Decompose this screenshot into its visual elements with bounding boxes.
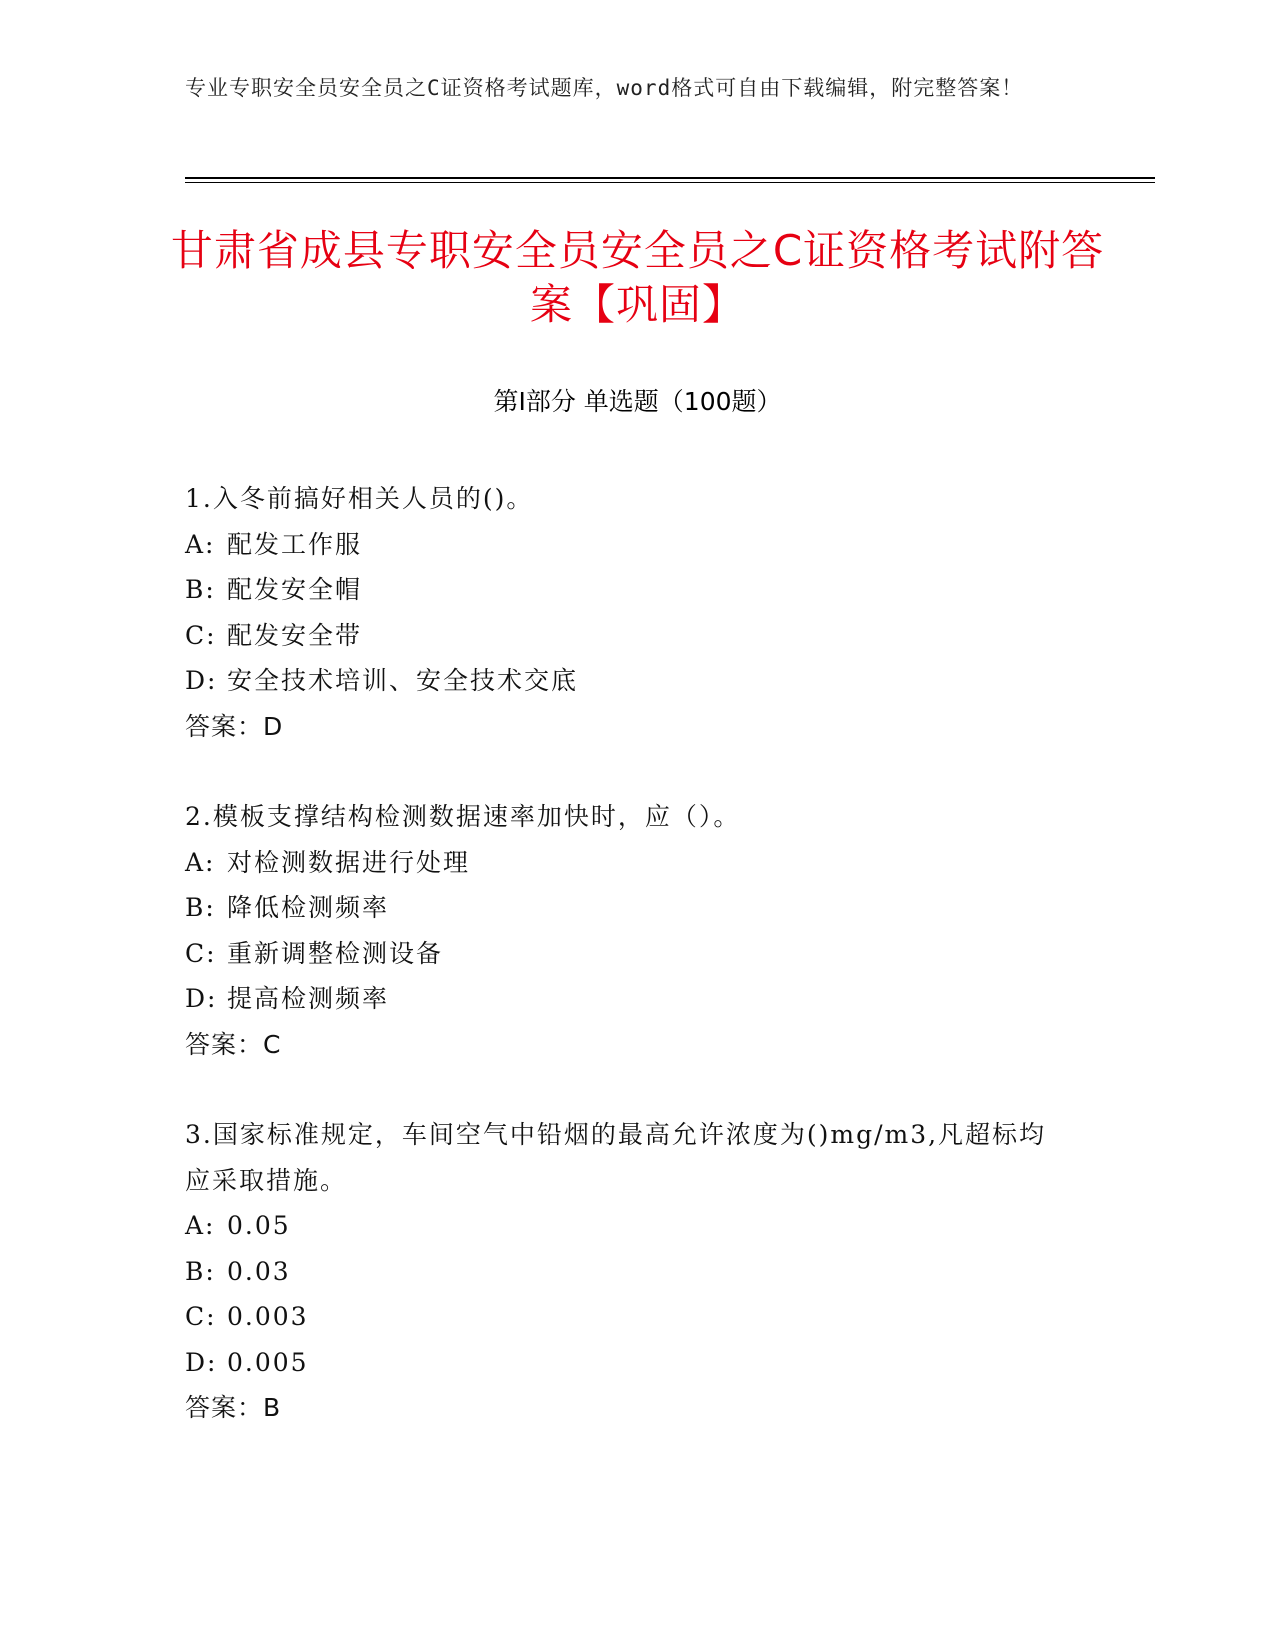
- section-heading: 第Ⅰ部分 单选题（100题）: [493, 387, 782, 416]
- option-letter: C:: [185, 1302, 217, 1331]
- answer-line: [185, 1385, 1065, 1431]
- option-text: 安全技术培训、安全技术交底: [227, 666, 579, 695]
- question-3: [185, 1112, 1065, 1431]
- question-stem: 2.模板支撑结构检测数据速率加快时，应（）。: [185, 802, 741, 831]
- option-text: 配发安全带: [227, 620, 363, 650]
- option-d: [185, 1340, 1065, 1386]
- option-letter: B:: [185, 893, 216, 922]
- option-a: [185, 522, 1065, 568]
- option-d: [185, 658, 1065, 704]
- question-2: [185, 794, 1065, 1067]
- option-letter: A:: [185, 1211, 216, 1240]
- option-text: 0.005: [227, 1347, 309, 1377]
- option-text: 降低检测频率: [227, 893, 390, 922]
- answer-label: 答案：: [185, 711, 264, 741]
- answer-label: 答案：: [185, 1029, 264, 1059]
- option-text: 提高检测频率: [227, 984, 390, 1013]
- option-c: [185, 1294, 1065, 1340]
- answer-value: C: [263, 1029, 282, 1059]
- question-list: [185, 476, 1065, 1476]
- option-b: [185, 1249, 1065, 1295]
- answer-value: B: [263, 1393, 282, 1422]
- option-letter: D:: [185, 1347, 218, 1377]
- document-title: 甘肃省成县专职安全员安全员之C证资格考试附答案【巩固】: [170, 226, 1105, 329]
- option-text: 对检测数据进行处理: [227, 847, 471, 877]
- option-letter: D:: [185, 666, 218, 695]
- option-letter: B:: [185, 1256, 216, 1286]
- option-b: [185, 567, 1065, 613]
- answer-label: 答案：: [185, 1393, 264, 1422]
- answer-line: [185, 704, 1065, 750]
- answer-value: D: [263, 711, 284, 741]
- question-stem: 1.入冬前搞好相关人员的()。: [185, 484, 534, 513]
- answer-line: [185, 1022, 1065, 1068]
- option-b: [185, 885, 1065, 931]
- option-text: 0.003: [227, 1302, 309, 1331]
- option-letter: D:: [185, 984, 218, 1013]
- question-1: [185, 476, 1065, 749]
- option-letter: A:: [185, 847, 216, 877]
- option-letter: C:: [185, 620, 217, 650]
- option-c: [185, 613, 1065, 659]
- intro-text: 专业专职安全员安全员之C证资格考试题库，word格式可自由下载编辑，附完整答案！: [185, 76, 1024, 100]
- header-divider-thick: [185, 177, 1155, 179]
- option-letter: C:: [185, 938, 217, 968]
- header-divider-thin: [185, 182, 1155, 183]
- option-letter: A:: [185, 529, 216, 559]
- option-text: 0.05: [227, 1211, 291, 1240]
- option-d: [185, 976, 1065, 1022]
- option-text: 配发工作服: [227, 529, 363, 559]
- question-stem: 3.国家标准规定，车间空气中铅烟的最高允许浓度为()mg/m3,凡超标均应采取措施。: [185, 1120, 1047, 1195]
- option-text: 0.03: [227, 1256, 291, 1286]
- option-a: [185, 840, 1065, 886]
- option-c: [185, 931, 1065, 977]
- option-text: 配发安全帽: [227, 575, 363, 604]
- option-a: [185, 1203, 1065, 1249]
- option-text: 重新调整检测设备: [227, 938, 444, 968]
- option-letter: B:: [185, 575, 216, 604]
